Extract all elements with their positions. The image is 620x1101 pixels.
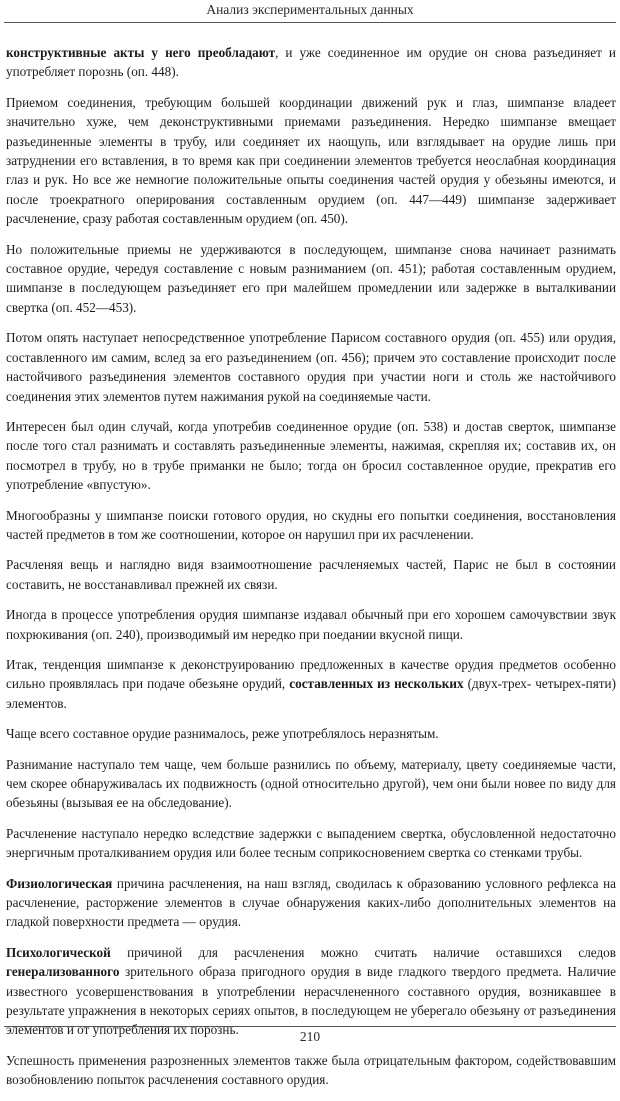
paragraph-12 xyxy=(6,824,616,863)
text-run: Успешность применения разрозненных элементов также была отрицательным фактором, содействовавшим возобновлению попыток расчленения составного орудия. xyxy=(6,1052,616,1088)
paragraph-9 xyxy=(6,655,616,713)
bold-phrase: составленных из нескольких xyxy=(289,676,464,692)
text-run: Чаще всего составное орудие разнималось, реже употреблялось неразнятым. xyxy=(6,726,439,742)
paragraph-2 xyxy=(6,93,616,229)
text-run: Расчленение наступало нередко вследствие задержки с выпадением свертка, обусловленной недостаточно энергичным проталкиванием орудия или более тесным соприкосновением свертка со стенками трубы. xyxy=(6,825,616,861)
paragraph-8 xyxy=(6,605,616,644)
paragraph-6 xyxy=(6,506,616,545)
paragraph-5 xyxy=(6,417,616,495)
paragraph-11 xyxy=(6,755,616,813)
text-run: причиной для расчленения можно считать наличие оставшихся следов xyxy=(110,944,616,960)
running-header: Анализ экспериментальных данных xyxy=(206,2,414,17)
header-rule xyxy=(4,22,616,23)
paragraph-1 xyxy=(6,43,616,82)
text-run: Итак, тенденция шимпанзе к деконструированию предложенных в качестве орудия предметов особенно сильно проявлялась при подаче обезьяне орудий, xyxy=(6,656,616,692)
text-run: зрительного образа пригодного орудия в виде гладкого твердого предмета. Наличие известного усовершенствования в употреблении нерасчлененного составного орудия, возникавшее в результате упражнения в некоторых сериях опытов, в последующем не уберегало обезьяну от разъединения элементов и от употребления их порознь. xyxy=(6,964,616,1038)
text-run: Разнимание наступало тем чаще, чем больше разнились по объему, материалу, цвету соединяемые части, чем скорее обнаруживалась их подвижность (одной относительно другой), чем они были новее по виду для обезьяны (вызывая ее на обследование). xyxy=(6,756,616,811)
bold-phrase: Физиологическая xyxy=(6,875,113,891)
paragraph-4 xyxy=(6,328,616,406)
paragraph-15 xyxy=(6,1051,616,1090)
footer-rule xyxy=(4,1026,616,1027)
text-run: Иногда в процессе употребления орудия шимпанзе издавал обычный при его хорошем самочувствии звук похрюкивания (оп. 240), производимый им нередко при поедании вкусной пищи. xyxy=(6,607,616,642)
text-run: Приемом соединения, требующим большей координации движений рук и глаз, шимпанзе владеет значительно хуже, чем деконструктивными приемами разъединения. Нередко шимпанзе вмещает разъединенные элементы в трубу, или соединяет их наощупь, или взглядывает на орудие лишь при затруднении его вставления, в то время как при соединении элементов требуется неослабная координация глаз и рук. Но все же немногие положительные опыты соединения частей орудия у обезьяны имеются, и после троекратного оперирования составленным орудием (оп. 447—449) шимпанзе задерживает расчленение, сразу работая составленным орудием (оп. 450). xyxy=(6,94,616,227)
text-run: Потом опять наступает непосредственное употребление Парисом составного орудия (оп. 455) или орудия, составленного им самим, вслед за его разъединением (оп. 456); причем это составление происходит после настойчивого разъединения элементов составного орудия при участии ноги и столь же настойчивого соединения этих элементов путем нажимания рукой на соединяемые части. xyxy=(6,330,616,404)
text-run: (двух-трех- четырех-пяти) элементов. xyxy=(6,676,616,711)
paragraph-7 xyxy=(6,555,616,594)
text-run: Интересен был один случай, когда употребив соединенное орудие (оп. 538) и достав сверток, шимпанзе после того стал разнимать и составлять разъединенные элементы, нажимая, скрепляя их; составив их, он посмотрел в трубу, но в трубе приманки не было; тогда он бросил составленное орудие, прекратив его употребление «впустую». xyxy=(6,418,616,493)
text-run: , и уже соединенное им орудие он снова разъединяет и употребляет порознь (оп. 448). xyxy=(6,45,616,80)
bold-phrase: конструктивные акты у него преобладают xyxy=(6,45,276,60)
page-number: 210 xyxy=(299,1029,321,1044)
bold-phrase: генерализованного xyxy=(6,964,120,980)
text-run: Расчленяя вещь и наглядно видя взаимоотношение расчленяемых частей, Парис не был в состоянии составить, не восстанавливал прежней их связи. xyxy=(6,557,616,592)
paragraph-10 xyxy=(6,724,616,743)
paragraph-3 xyxy=(6,240,616,318)
body-text xyxy=(6,43,616,1101)
text-run: Многообразны у шимпанзе поиски готового орудия, но скудны его попытки соединения, восстановления частей предметов в том же соотношении, которое он нарушил при их расчленении. xyxy=(6,507,616,542)
bold-phrase: Психологической xyxy=(6,944,111,960)
text-run: Но положительные приемы не удерживаются в последующем, шимпанзе снова начинает разнимать составное орудие, чередуя составление с новым разниманием (оп. 451); работая составленным орудием, шимпанзе в последующем разъединяет его при малейшем промедлении или задержке в выталкивании свертка (оп. 452—453). xyxy=(6,241,616,315)
paragraph-13 xyxy=(6,874,616,932)
text-run: причина расчленения, на наш взгляд, сводилась к образованию условного рефлекса на расчленение, расторжение элементов в случае обнаружения каких-либо дополнительных элементов на гладкой поверхности предмета — орудия. xyxy=(6,875,616,930)
